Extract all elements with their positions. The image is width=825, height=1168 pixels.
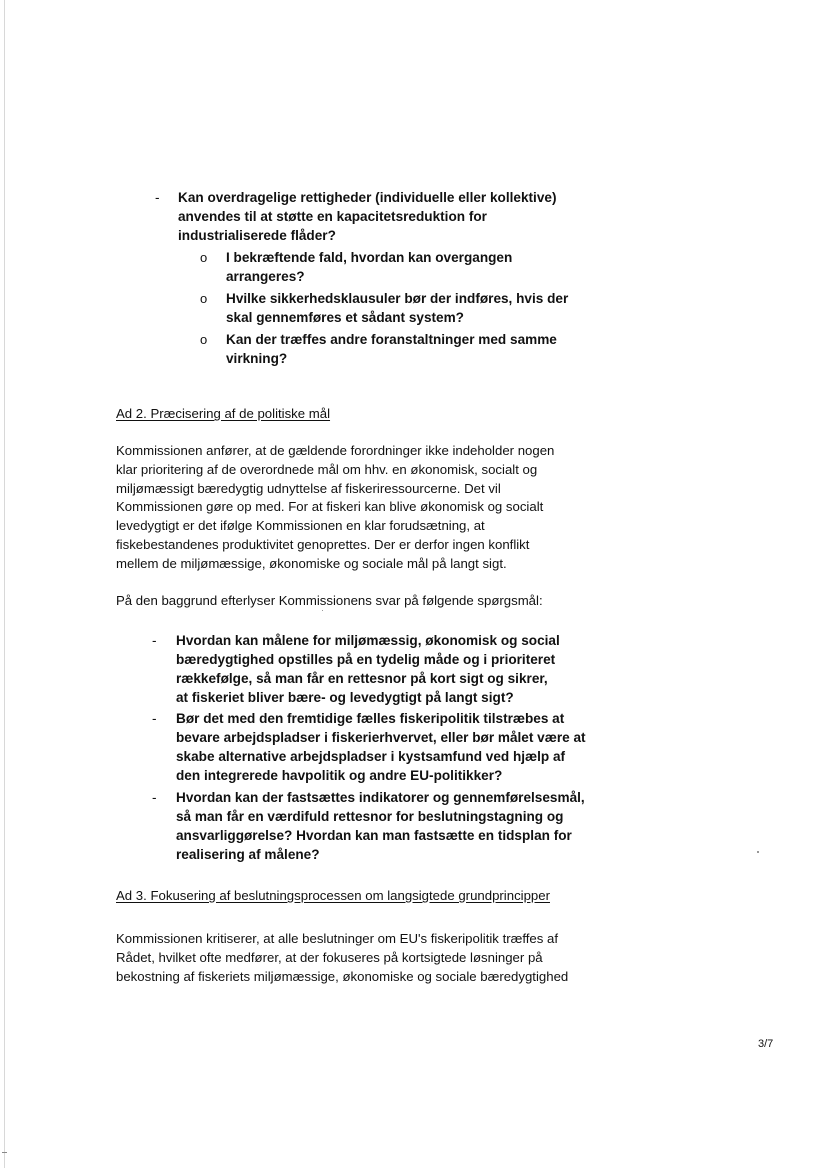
list-item: Hvordan kan målene for miljømæssig, økonomisk og social bæredygtighed opstilles på en tydelig måde og i prioriteret rækkefølge, så man får en rettesnor på kort sigt og sikrer, at fiskeriet bliver bære- og levedygtigt på langt sigt? bbox=[176, 633, 560, 705]
circle-bullet-icon: o bbox=[200, 291, 208, 306]
page-edge-line bbox=[4, 0, 5, 1168]
circle-bullet-icon: o bbox=[200, 332, 208, 347]
page-edge-mark bbox=[2, 1152, 7, 1153]
section-2-intro: På den baggrund efterlyser Kommissionens svar på følgende spørgsmål: bbox=[116, 593, 543, 608]
list-dash: - bbox=[152, 790, 157, 805]
list-dash: - bbox=[152, 711, 157, 726]
list-item: Hvordan kan der fastsættes indikatorer og gennemførelsesmål, så man får en værdifuld rettesnor for beslutningstagning og ansvarliggørelse? Hvordan kan man fastsætte en tidsplan for realisering af målene? bbox=[176, 790, 585, 862]
list-dash: - bbox=[155, 190, 160, 205]
scan-speck bbox=[757, 851, 759, 853]
section-3-paragraph: Kommissionen kritiserer, at alle beslutninger om EU's fiskeripolitik træffes af Rådet, hvilket ofte medfører, at der fokuseres på kortsigtede løsninger på bekostning af fiskeriets miljømæssige, økonomiske og sociale bæredygtighed bbox=[116, 931, 569, 984]
sub-list-item: Kan der træffes andre foranstaltninger med samme virkning? bbox=[226, 332, 557, 366]
list-dash: - bbox=[152, 633, 157, 648]
list-item: Kan overdragelige rettigheder (individuelle eller kollektive) anvendes til at støtte en kapacitetsreduktion for industrialiserede flåder? bbox=[178, 190, 557, 243]
sub-list-item: I bekræftende fald, hvordan kan overgangen arrangeres? bbox=[226, 250, 513, 284]
sub-list-item: Hvilke sikkerhedsklausuler bør der indføres, hvis der skal gennemføres et sådant system? bbox=[226, 291, 569, 325]
section-2-paragraph: Kommissionen anfører, at de gældende forordninger ikke indeholder nogen klar prioritering af de overordnede mål om hhv. en økonomisk, socialt og miljømæssigt bæredygtig udnyttelse af fiskeriressourcerne. Det vil Kommissionen gøre op med. For at fiskeri kan blive økonomisk og socialt levedygtigt er det ifølge Kommissionen en klar forudsætning, at fiskebestandenes produktivitet genoprettes. Der er derfor ingen konflikt mellem de miljømæssige, økonomiske og sociale mål på langt sigt. bbox=[116, 443, 555, 571]
section-heading-3: Ad 3. Fokusering af beslutningsprocessen om langsigtede grundprincipper bbox=[116, 888, 550, 903]
list-item: Bør det med den fremtidige fælles fiskeripolitik tilstræbes at bevare arbejdspladser i fiskerierhvervet, eller bør målet være at skabe alternative arbejdspladser i kystsamfund ved hjælp af den integrerede havpolitik og andre EU-politikker? bbox=[176, 711, 586, 783]
section-heading-2: Ad 2. Præcisering af de politiske mål bbox=[116, 406, 331, 421]
circle-bullet-icon: o bbox=[200, 250, 208, 265]
scan-speck bbox=[322, 610, 323, 611]
page-number: 3/7 bbox=[758, 1038, 774, 1050]
